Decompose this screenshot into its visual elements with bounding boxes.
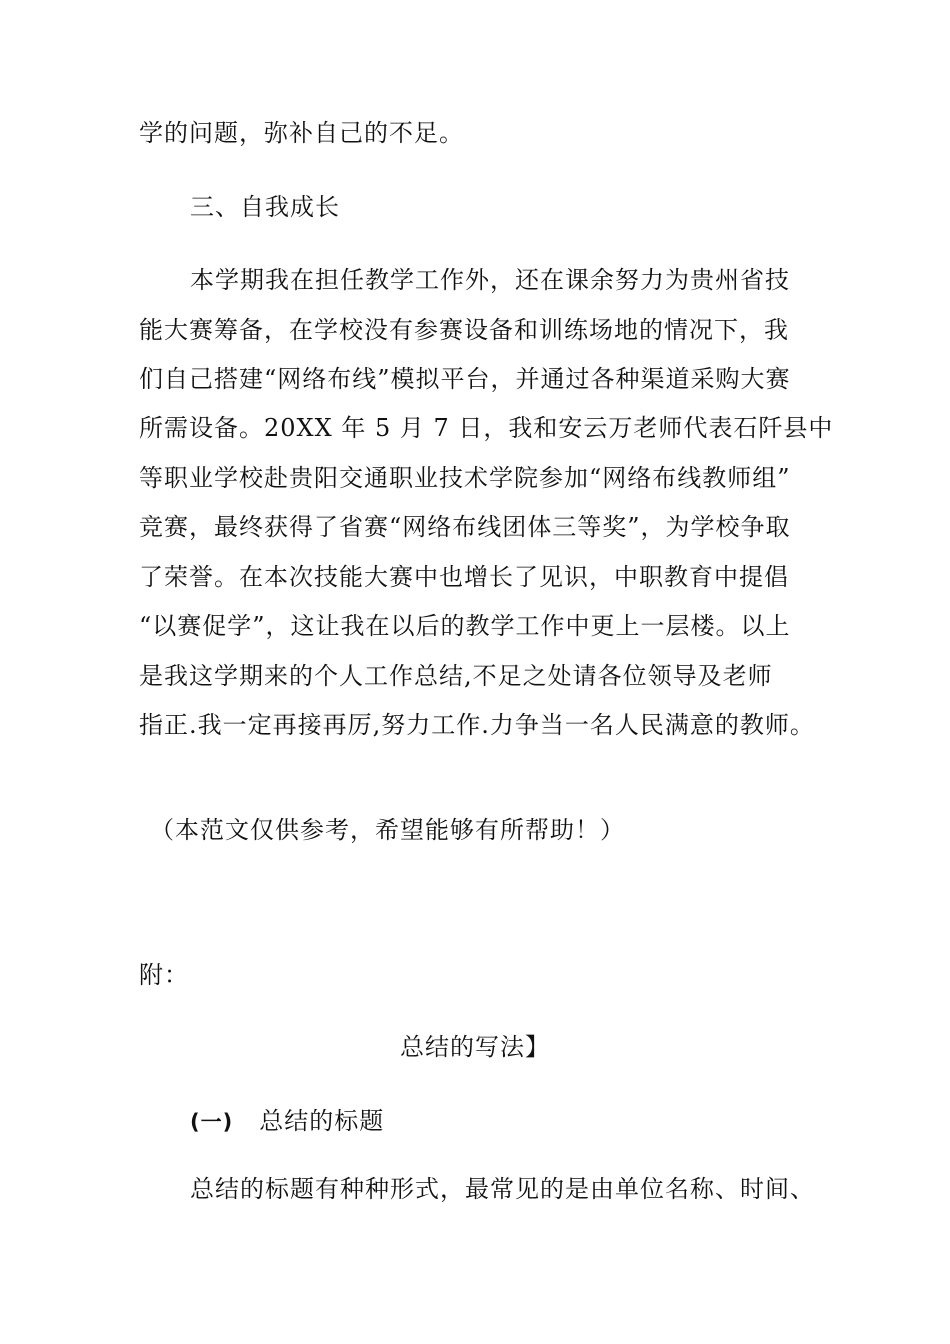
appendix-label: 附： [139,961,189,989]
reference-note: （本范文仅供参考，希望能够有所帮助！） [150,816,625,844]
subsection-heading [190,1104,384,1139]
body-line: “以赛促学”，这让我在以后的教学工作中更上一层楼。以上 [139,612,791,640]
body-line: 们自己搭建“网络布线”模拟平台，并通过各种渠道采购大赛 [139,365,791,393]
body-line: 等职业学校赴贵阳交通职业技术学院参加“网络布线教师组” [139,464,791,492]
subsection-title: 总结的标题 [259,1107,385,1135]
body-line: 是我这学期来的个人工作总结,不足之处请各位领导及老师 [139,662,773,690]
subsection-number: (一) [190,1110,234,1134]
paragraph-tail: 学的问题，弥补自己的不足。 [139,119,464,147]
body-line: 所需设备。20XX 年 5 月 7 日，我和安云万老师代表石阡县中 [139,414,834,442]
body-line: 能大赛筹备，在学校没有参赛设备和训练场地的情况下，我 [139,316,789,344]
appendix-title: 总结的写法】 [400,1033,550,1061]
section-heading: 三、自我成长 [190,193,340,221]
body-line: 了荣誉。在本次技能大赛中也增长了见识，中职教育中提倡 [139,563,789,591]
body-line: 总结的标题有种种形式，最常见的是由单位名称、时间、 [190,1175,815,1203]
body-line: 竞赛，最终获得了省赛“网络布线团体三等奖”，为学校争取 [139,513,791,541]
body-line: 指正.我一定再接再厉,努力工作.力争当一名人民满意的教师。 [139,711,815,739]
body-line: 本学期我在担任教学工作外，还在课余努力为贵州省技 [190,266,790,294]
